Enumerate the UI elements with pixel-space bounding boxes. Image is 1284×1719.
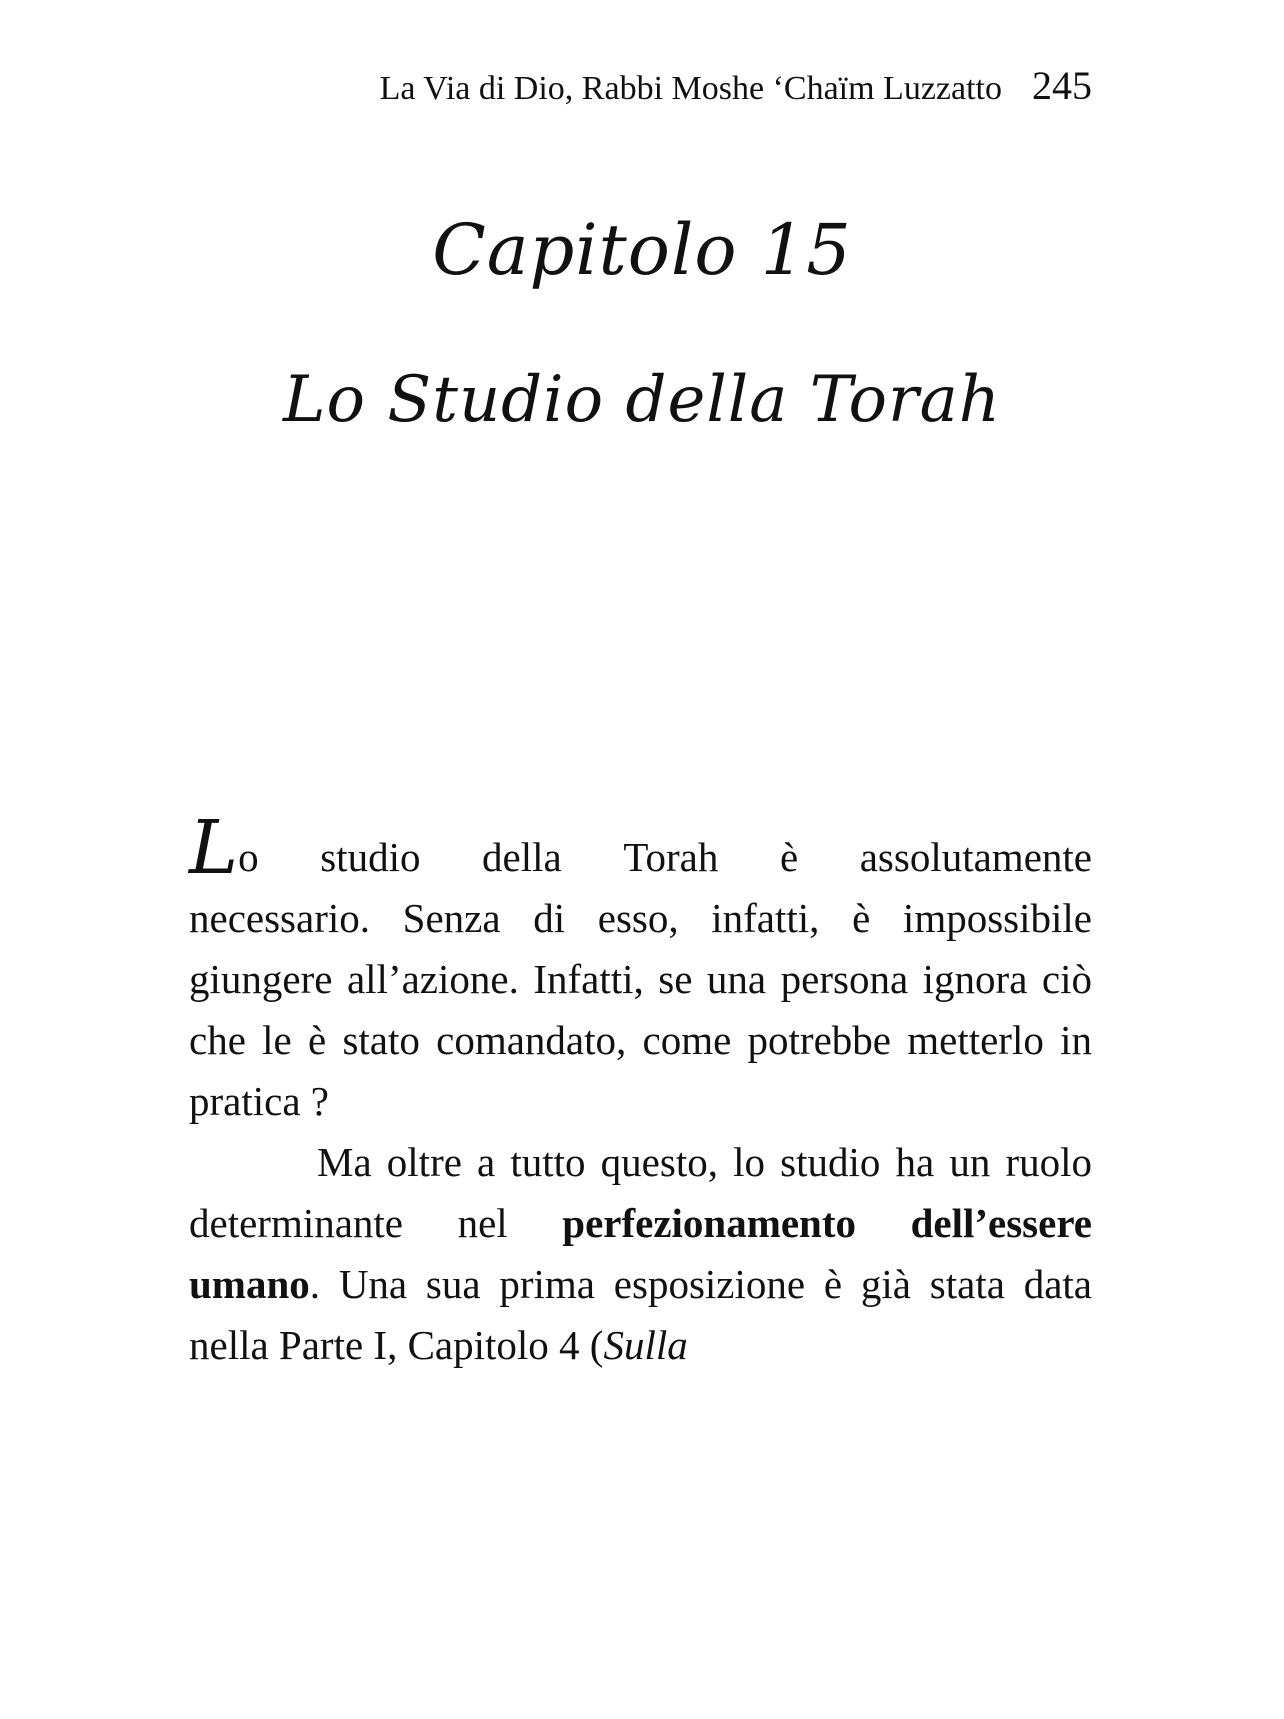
paragraph-1-text: necessario. Senza di esso, infatti, è impossibile giungere all’azione. Infatti, se una persona ignora ciò che le è stato comandato, come potrebbe metterlo in pratica ?: [189, 895, 1092, 1124]
paragraph-2-text-middle: . Una sua prima esposizione è già stata data nella Parte I, Capitolo 4 (: [189, 1261, 1092, 1368]
first-line: [189, 805, 1092, 891]
word: assolutamente: [859, 834, 1092, 880]
bold-phrase: perfezionamento dell’essere umano: [189, 1200, 1092, 1307]
paragraph-2: [189, 1132, 1092, 1376]
running-title: La Via di Dio, Rabbi Moshe ‘Chaïm Luzzatto: [379, 70, 1002, 107]
dropcap-word: [189, 805, 259, 891]
chapter-title: Lo Studio della Torah: [283, 363, 1001, 437]
running-header: [190, 62, 1092, 113]
body-text: [189, 805, 1092, 1376]
word: studio: [320, 834, 421, 880]
page-number: 245: [1032, 63, 1092, 108]
italic-phrase: Sulla: [603, 1322, 688, 1368]
drop-cap: L: [189, 805, 239, 891]
word: della: [482, 834, 562, 880]
paragraph-1: [189, 888, 1092, 1132]
word: o: [238, 834, 259, 880]
word: Torah: [623, 834, 719, 880]
word: è: [779, 834, 799, 880]
chapter-number: Capitolo 15: [432, 209, 852, 291]
paragraph-2-text-start: Ma oltre a tutto questo, lo studio ha un ruolo determinante nel: [189, 1139, 1092, 1246]
